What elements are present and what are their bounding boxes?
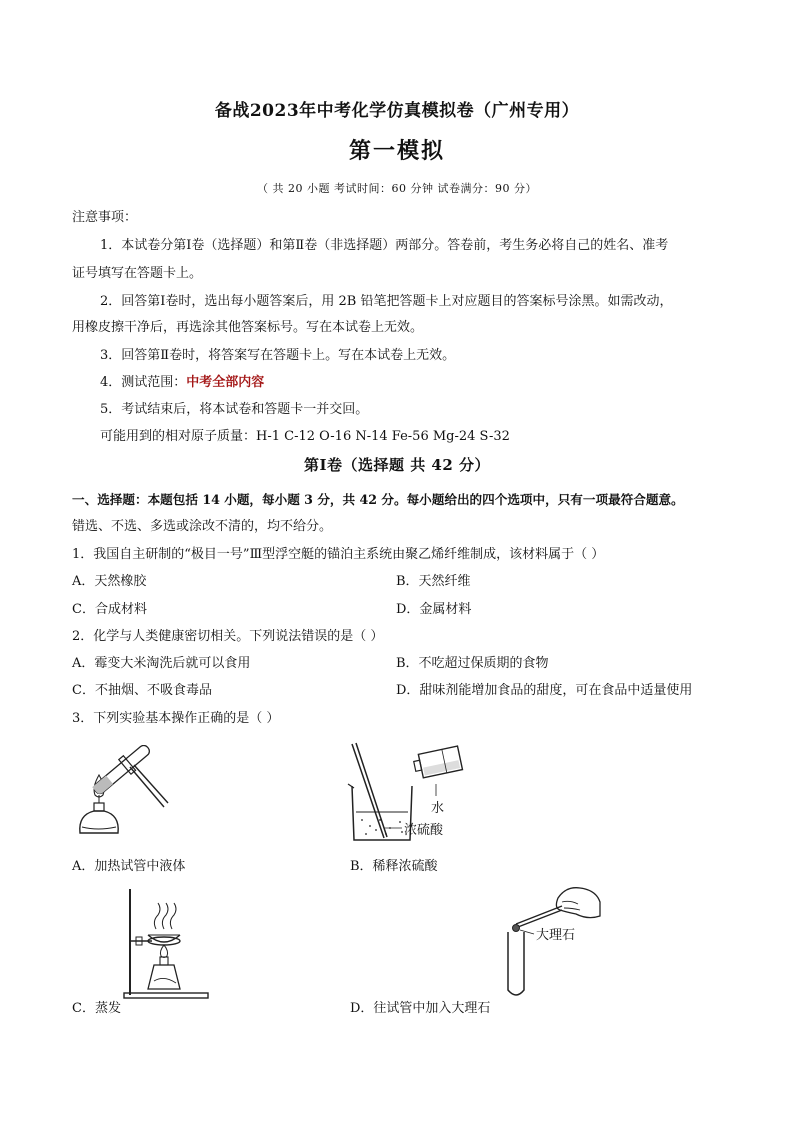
exam-subtitle: 第一模拟 — [348, 138, 445, 164]
notice-item5: 5．考试结束后，将本试卷和答题卡一并交回。 — [100, 402, 369, 417]
q3-option-b[interactable]: B．稀释浓硫酸 — [350, 859, 438, 874]
figure-c-evaporation — [118, 885, 218, 1000]
exam-title: 备战2023年中考化学仿真模拟卷（广州专用） — [214, 101, 580, 121]
figure-a-heating-test-tube — [68, 745, 178, 845]
notice-item4 — [100, 371, 264, 390]
notice-item2-line1: 2．回答第Ⅰ卷时，选出每小题答案后，用 2B 铅笔把答题卡上对应题目的答案标号涂黑。如需改动， — [100, 294, 673, 309]
q1-option-d[interactable]: D．金属材料 — [396, 602, 472, 617]
section-title: 第Ⅰ卷（选择题 共 42 分） — [303, 456, 491, 474]
q2-option-d[interactable]: D．甜味剂能增加食品的甜度，可在食品中适量使用 — [396, 683, 693, 698]
q3-stem: 3．下列实验基本操作正确的是（ ） — [72, 711, 280, 726]
q1-option-b[interactable]: B．天然纤维 — [396, 574, 471, 589]
q1-option-a[interactable]: A．天然橡胶 — [72, 574, 147, 589]
label-water: 水 — [431, 801, 445, 816]
exam-meta: （ 共 20 小题 考试时间：60 分钟 试卷满分：90 分） — [257, 182, 537, 195]
figure-d-adding-marble — [500, 880, 610, 1000]
notice-item3: 3．回答第Ⅱ卷时，将答案写在答题卡上。写在本试卷上无效。 — [100, 348, 456, 363]
section-instructions: 一、选择题：本题包括 14 小题，每小题 3 分，共 42 分。每小题给出的四个选项中，只有一项最符合题意。 — [72, 492, 684, 507]
notice-item1-line1: 1．本试卷分第Ⅰ卷（选择题）和第Ⅱ卷（非选择题）两部分。答卷前，考生务必将自己的姓名、准考 — [100, 238, 669, 253]
notice-heading: 注意事项： — [72, 210, 138, 225]
q3-option-c[interactable]: C．蒸发 — [72, 1001, 121, 1016]
section-instructions-line2: 错选、不选、多选或涂改不清的，均不给分。 — [72, 519, 333, 534]
q3-option-a[interactable]: A．加热试管中液体 — [72, 859, 186, 874]
label-conc-acid: 浓硫酸 — [404, 823, 444, 838]
q2-stem: 2．化学与人类健康密切相关。下列说法错误的是（ ） — [72, 629, 384, 644]
q2-option-b[interactable]: B．不吃超过保质期的食物 — [396, 656, 549, 671]
figure-b-diluting-acid — [340, 740, 470, 845]
q2-option-c[interactable]: C．不抽烟、不吸食毒品 — [72, 683, 212, 698]
atomic-masses: 可能用到的相对原子质量：H-1 C-12 O-16 N-14 Fe-56 Mg-24 S-32 — [100, 429, 510, 444]
label-marble: 大理石 — [536, 928, 576, 943]
q1-stem: 1．我国自主研制的“极目一号”Ⅲ型浮空艇的锚泊主系统由聚乙烯纤维制成，该材料属于（ ） — [72, 547, 605, 562]
q2-option-a[interactable]: A．霉变大米淘洗后就可以食用 — [72, 656, 251, 671]
notice-item1-line2: 证号填写在答题卡上。 — [72, 266, 203, 281]
q1-option-c[interactable]: C．合成材料 — [72, 602, 147, 617]
notice-item4-prefix: 4．测试范围： — [100, 375, 187, 390]
q3-option-d[interactable]: D．往试管中加入大理石 — [350, 1001, 491, 1016]
notice-item2-line2: 用橡皮擦干净后，再选涂其他答案标号。写在本试卷上无效。 — [72, 320, 424, 335]
notice-item4-value: 中考全部内容 — [186, 375, 265, 390]
